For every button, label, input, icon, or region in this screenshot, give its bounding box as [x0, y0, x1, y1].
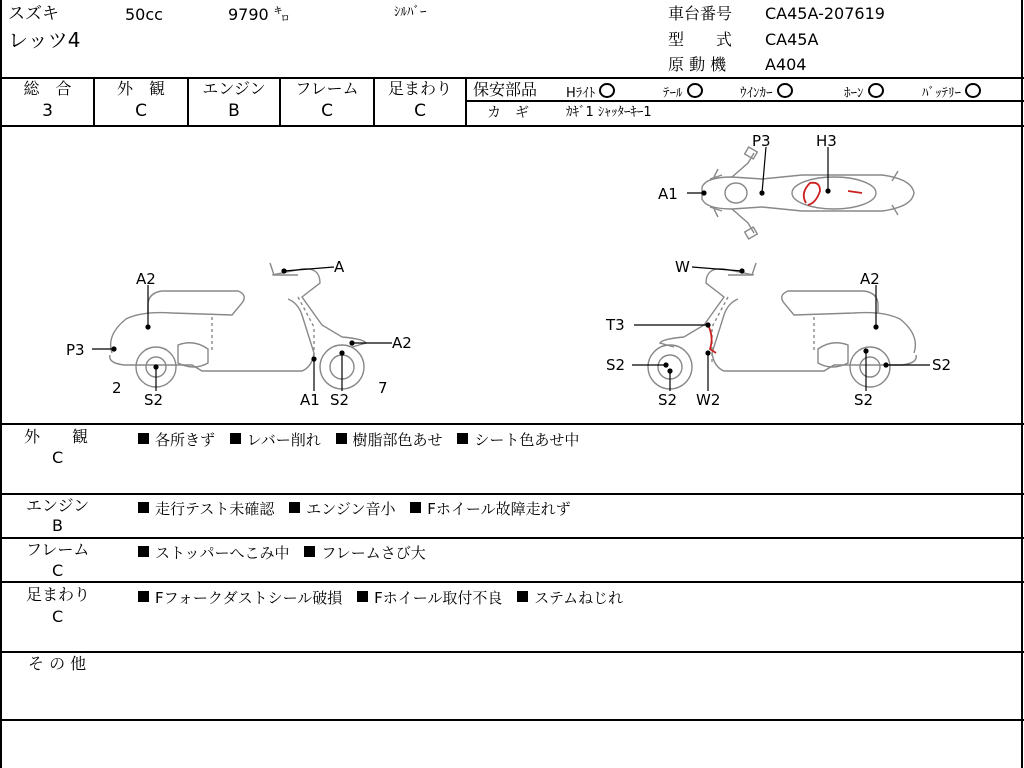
top-label-p3: P3 — [752, 132, 771, 150]
remark-exterior-items: 各所きず レバー削れ 樹脂部色あせ シート色あせ中 — [138, 429, 589, 450]
right-label-a2: A2 — [860, 270, 880, 288]
grade-engine: B — [228, 101, 240, 121]
top-label-h3: H3 — [816, 132, 837, 150]
frame-no: CA45A-207619 — [765, 4, 885, 23]
safety-item-headlight: Hﾗｲﾄ — [566, 83, 615, 100]
remark-frame-label: フレーム — [26, 540, 90, 559]
other-label: そ の 他 — [28, 654, 87, 673]
key-value: ｶｷﾞ1 ｼｬｯﾀｰｷｰ1 — [566, 105, 652, 120]
left-label-a2-seat: A2 — [136, 270, 156, 288]
right-label-s2-rear: S2 — [932, 356, 952, 374]
grade-frame-label: フレーム — [295, 79, 359, 98]
diagram-labels — [66, 132, 951, 409]
frame-no-label: 車台番号 — [668, 4, 733, 23]
bullet-icon — [138, 591, 149, 602]
remark-frame-items: ストッパーへこみ中 フレームさび大 — [138, 542, 436, 563]
type-label: 型 式 — [668, 30, 733, 49]
bullet-icon — [357, 591, 368, 602]
bullet-icon — [138, 546, 149, 557]
right-label-s2-muffler: S2 — [854, 391, 874, 409]
safety-item-tail: ﾃｰﾙ — [663, 83, 703, 100]
remark-engine-label: エンジン — [26, 496, 90, 515]
top-label-a1: A1 — [658, 185, 678, 203]
engine-model-label: 原 動 機 — [668, 55, 727, 74]
bullet-icon — [289, 502, 300, 513]
left-label-s2-front: S2 — [330, 391, 350, 409]
remark-suspension-label: 足まわり — [26, 585, 91, 604]
type-value: CA45A — [765, 30, 819, 49]
mileage: 9790 ㌔ — [228, 5, 290, 24]
left-label-s2-rear: S2 — [144, 391, 164, 409]
divider-remark-2 — [0, 537, 1024, 539]
remark-exterior-label: 外 観 — [24, 427, 89, 446]
remark-exterior-grade: C — [52, 448, 64, 467]
left-label-a1: A1 — [300, 391, 320, 409]
bullet-icon — [457, 433, 468, 444]
ok-circle-icon — [868, 83, 884, 98]
safety-item-battery: ﾊﾞｯﾃﾘｰ — [922, 83, 981, 100]
grade-suspension-label: 足まわり — [387, 79, 452, 98]
divider-remark-3 — [0, 581, 1024, 583]
left-label-a: A — [334, 258, 345, 276]
damage-diagram — [2, 127, 1021, 423]
bullet-icon — [138, 502, 149, 513]
grade-exterior-label: 外 観 — [116, 79, 165, 98]
grade-exterior: C — [135, 101, 147, 121]
divider-diagram — [0, 423, 1024, 425]
remark-frame-grade: C — [52, 561, 64, 580]
engine-model: A404 — [765, 55, 807, 74]
divider-remark-5 — [0, 719, 1024, 721]
bullet-icon — [304, 546, 315, 557]
ok-circle-icon — [687, 83, 703, 98]
ok-circle-icon — [599, 83, 615, 98]
maker: スズキ — [8, 4, 59, 24]
divider-remark-4 — [0, 651, 1024, 653]
safety-label: 保安部品 — [473, 80, 538, 99]
ok-circle-icon — [777, 83, 793, 98]
grade-col-5 — [465, 78, 467, 126]
grade-overall: 3 — [42, 101, 53, 121]
right-label-s2-wheel: S2 — [658, 391, 678, 409]
left-label-p3: P3 — [66, 341, 85, 359]
bullet-icon — [138, 433, 149, 444]
left-label-2: 2 — [112, 379, 122, 397]
displacement: 50cc — [125, 5, 163, 24]
grade-engine-label: エンジン — [202, 79, 266, 98]
remark-engine-items: 走行テスト未確認 エンジン音小 Fホイール故障走れず — [138, 498, 581, 519]
right-label-w: W — [675, 258, 690, 276]
left-label-a2-front: A2 — [392, 334, 412, 352]
bullet-icon — [517, 591, 528, 602]
ok-circle-icon — [965, 83, 981, 98]
remark-suspension-grade: C — [52, 607, 64, 626]
divider-remark-1 — [0, 493, 1024, 495]
remark-engine-grade: B — [52, 516, 63, 535]
safety-item-horn: ﾎｰﾝ — [844, 83, 884, 100]
remark-suspension-items: Fフォークダストシール破損 Fホイール取付不良 ステムねじれ — [138, 587, 633, 608]
scooter-top-view — [702, 147, 914, 239]
model-name: レッツ4 — [8, 28, 81, 52]
color: ｼﾙﾊﾞｰ — [394, 5, 427, 20]
grade-overall-label: 総 合 — [23, 79, 72, 98]
bullet-icon — [410, 502, 421, 513]
right-label-w2: W2 — [696, 391, 721, 409]
grade-suspension: C — [414, 101, 426, 121]
right-label-s2-front: S2 — [606, 356, 626, 374]
bullet-icon — [336, 433, 347, 444]
left-label-7: 7 — [378, 379, 388, 397]
safety-item-winker: ｳｲﾝｶｰ — [740, 83, 793, 100]
key-label: カ ギ — [487, 105, 529, 121]
bullet-icon — [230, 433, 241, 444]
grade-frame: C — [321, 101, 333, 121]
right-label-t3: T3 — [606, 316, 625, 334]
